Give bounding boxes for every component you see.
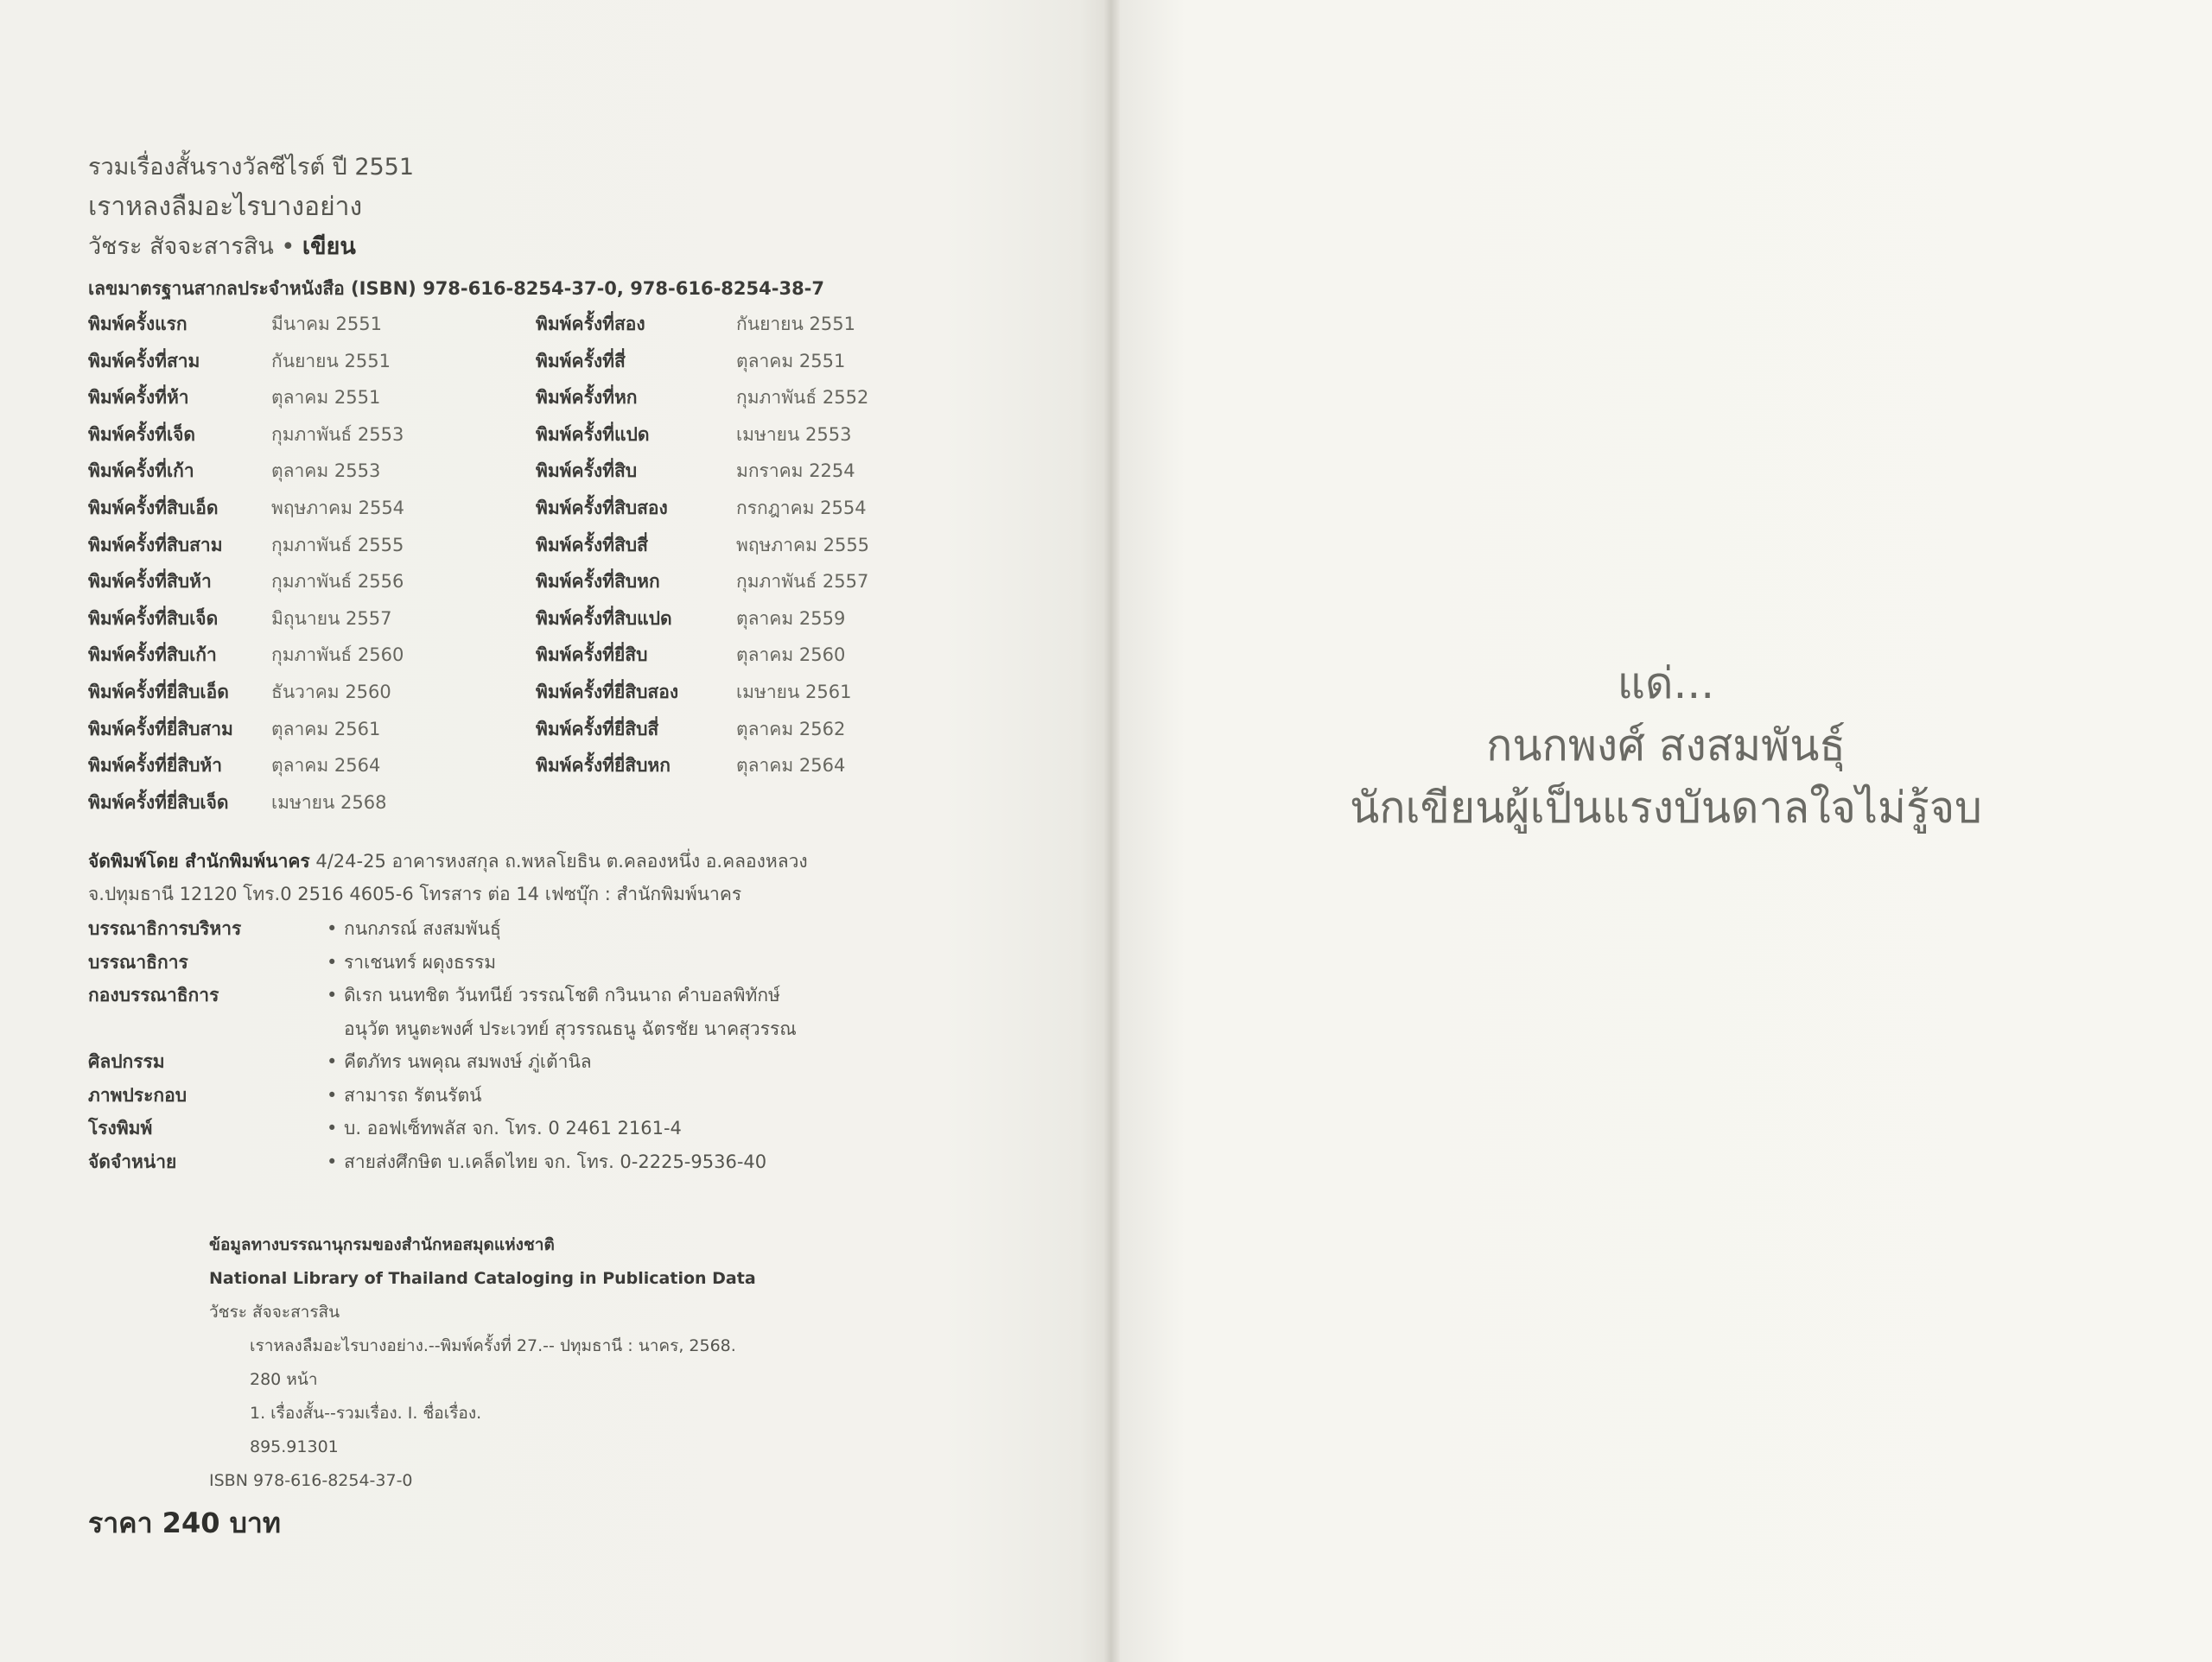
printing-date: ตุลาคม 2561	[271, 718, 381, 739]
publisher-address-1: 4/24-25 อาคารหงสกุล ถ.พหลโยธิน ต.คลองหนึ่ง อ.คลองหลวง	[309, 851, 808, 872]
printing-label: พิมพ์ครั้งที่ยี่สิบเจ็ด	[88, 791, 229, 813]
printing-date: ตุลาคม 2564	[271, 755, 381, 777]
bullet-icon: •	[327, 985, 338, 1006]
printing-date: ตุลาคม 2551	[271, 387, 381, 409]
printing-label: พิมพ์ครั้งที่สาม	[88, 350, 200, 371]
printing-label: พิมพ์ครั้งที่สิบสี่	[536, 534, 648, 555]
staff-name	[327, 1079, 983, 1113]
staff-role: บรรณาธิการบริหาร	[88, 918, 242, 940]
printing-label: พิมพ์ครั้งที่สิบ	[536, 460, 638, 482]
dedication-line-3: นักเขียนผู้เป็นแรงบันดาลใจไม่รู้จบ	[1350, 783, 1982, 833]
printing-date: ตุลาคม 2562	[736, 718, 846, 739]
printing-date: กุมภาพันธ์ 2560	[271, 644, 404, 666]
cip-entry: เราหลงลืมอะไรบางอย่าง.--พิมพ์ครั้งที่ 27.-- ปทุมธานี : นาคร, 2568.	[250, 1336, 736, 1355]
staff-name	[327, 946, 983, 980]
cip-author: วัชระ สัจจะสารสิน	[209, 1303, 340, 1322]
printing-label: พิมพ์ครั้งที่หก	[536, 387, 638, 409]
printing-label: พิมพ์ครั้งที่สิบสาม	[88, 534, 223, 555]
staff-name	[327, 1045, 983, 1079]
printing-label: พิมพ์ครั้งที่ห้า	[88, 387, 189, 409]
printing-date: กุมภาพันธ์ 2556	[271, 571, 404, 593]
publisher-block	[88, 845, 952, 910]
printing-label: พิมพ์ครั้งที่สิบเจ็ด	[88, 607, 219, 629]
printing-label: พิมพ์ครั้งที่สิบหก	[536, 571, 660, 593]
printing-date: ตุลาคม 2553	[271, 460, 381, 482]
printing-date: กันยายน 2551	[736, 314, 855, 334]
staff-name-text: บ. ออฟเซ็ทพลัส จก. โทร. 0 2461 2161-4	[344, 1118, 682, 1139]
dedication	[1120, 652, 2212, 839]
printing-date: เมษายน 2553	[736, 423, 852, 445]
staff-name-text: สายส่งศึกษิต บ.เคล็ดไทย จก. โทร. 0-2225-9536-40	[344, 1151, 767, 1172]
printing-label: พิมพ์ครั้งที่ยี่สิบ	[536, 644, 648, 666]
bullet-icon: •	[327, 951, 338, 973]
printing-label: พิมพ์ครั้งที่สิบสอง	[536, 497, 668, 518]
printing-date: กุมภาพันธ์ 2552	[736, 387, 869, 409]
printing-date: เมษายน 2568	[271, 791, 387, 813]
printing-label: พิมพ์ครั้งที่ยี่สิบห้า	[88, 755, 223, 777]
author-role: เขียน	[302, 233, 356, 260]
printing-date: กุมภาพันธ์ 2553	[271, 423, 404, 445]
printing-date: ธันวาคม 2560	[271, 681, 391, 702]
cip-block	[209, 1228, 900, 1498]
staff-role: ภาพประกอบ	[88, 1084, 188, 1106]
cip-heading-th: ข้อมูลทางบรรณานุกรมของสำนักหอสมุดแห่งชาติ	[209, 1235, 555, 1254]
printing-label: พิมพ์ครั้งที่สอง	[536, 314, 645, 334]
printing-date: ตุลาคม 2564	[736, 755, 846, 777]
printing-date: กุมภาพันธ์ 2555	[271, 534, 404, 555]
printing-label: พิมพ์ครั้งที่ยี่สิบสอง	[536, 681, 679, 702]
publisher-lead: จัดพิมพ์โดย สำนักพิมพ์นาคร	[88, 851, 310, 872]
printing-date: กรกฎาคม 2554	[736, 497, 867, 518]
author-line	[88, 228, 952, 266]
printing-date: เมษายน 2561	[736, 681, 852, 702]
staff-name	[327, 979, 983, 1045]
staff-role: กองบรรณาธิการ	[88, 985, 219, 1006]
publisher-address-2: จ.ปทุมธานี 12120 โทร.0 2516 4605-6 โทรสาร ต่อ 14 เฟซบุ๊ก : สำนักพิมพ์นาคร	[88, 884, 742, 905]
printing-label: พิมพ์ครั้งที่ยี่สิบสาม	[88, 718, 233, 739]
staff-name-text: คีตภัทร นพคุณ สมพงษ์ ภู่เต้านิล	[344, 1051, 592, 1073]
printing-label: พิมพ์ครั้งที่เก้า	[88, 460, 194, 482]
staff-name-text: สามารถ รัตนรัตน์	[344, 1084, 482, 1106]
author-name: วัชระ สัจจะสารสิน	[88, 233, 274, 260]
staff-role: จัดจำหน่าย	[88, 1151, 177, 1172]
staff-role: โรงพิมพ์	[88, 1118, 153, 1139]
printing-date: ตุลาคม 2551	[736, 350, 846, 371]
bullet-icon: •	[327, 1118, 338, 1139]
printing-label: พิมพ์ครั้งที่สิบห้า	[88, 571, 212, 593]
cip-heading-en: National Library of Thailand Cataloging in Publication Data	[209, 1269, 756, 1288]
bullet-icon: •	[327, 1084, 338, 1106]
printing-date: พฤษภาคม 2555	[736, 534, 870, 555]
dedication-line-1: แด่...	[1617, 658, 1715, 708]
printing-date: พฤษภาคม 2554	[271, 497, 405, 518]
printing-label: พิมพ์ครั้งที่ยี่สิบสี่	[536, 718, 659, 739]
staff-role: บรรณาธิการ	[88, 951, 188, 973]
printing-date: กุมภาพันธ์ 2557	[736, 571, 869, 593]
printing-date: มีนาคม 2551	[271, 314, 382, 334]
book-title: เราหลงลืมอะไรบางอย่าง	[88, 192, 363, 222]
printing-date: มิถุนายน 2557	[271, 607, 392, 629]
printing-label: พิมพ์ครั้งที่สี่	[536, 350, 626, 371]
author-separator: •	[273, 233, 302, 260]
bullet-icon: •	[327, 1151, 338, 1172]
cip-isbn: ISBN 978-616-8254-37-0	[209, 1471, 413, 1490]
series-title: รวมเรื่องสั้นรางวัลซีไรต์ ปี 2551	[88, 154, 415, 181]
staff-name	[327, 1112, 983, 1145]
bullet-icon: •	[327, 918, 338, 940]
printing-date: มกราคม 2254	[736, 460, 855, 482]
printing-history	[88, 306, 952, 821]
cip-classification: 895.91301	[250, 1437, 339, 1456]
printing-label: พิมพ์ครั้งแรก	[88, 314, 188, 334]
printing-label: พิมพ์ครั้งที่ยี่สิบเอ็ด	[88, 681, 229, 702]
bullet-icon: •	[327, 1051, 338, 1073]
book-spine	[1104, 0, 1120, 1662]
cip-pages: 280 หน้า	[250, 1370, 318, 1389]
isbn-line: เลขมาตรฐานสากลประจำหนังสือ (ISBN) 978-616-8254-37-0, 978-616-8254-38-7	[88, 278, 825, 299]
staff-credits	[88, 912, 952, 1178]
dedication-line-2: กนกพงศ์ สงสมพันธุ์	[1486, 720, 1846, 771]
printing-label: พิมพ์ครั้งที่สิบเก้า	[88, 644, 217, 666]
printing-date: กันยายน 2551	[271, 350, 391, 371]
cip-subjects: 1. เรื่องสั้น--รวมเรื่อง. I. ชื่อเรื่อง.	[250, 1404, 482, 1423]
staff-name-text: ดิเรก นนทชิต วันทนีย์ วรรณโชติ กวินนาถ คำบอลพิทักษ์	[344, 985, 780, 1006]
printing-label: พิมพ์ครั้งที่เจ็ด	[88, 423, 196, 445]
staff-name-continued: อนุวัต หนูตะพงศ์ ประเวทย์ สุวรรณธนู ฉัตรชัย นาคสุวรรณ	[344, 1018, 797, 1039]
printing-label: พิมพ์ครั้งที่แปด	[536, 423, 650, 445]
staff-role: ศิลปกรรม	[88, 1051, 165, 1073]
staff-name-text: กนกภรณ์ สงสมพันธุ์	[344, 918, 501, 940]
printing-label: พิมพ์ครั้งที่ยี่สิบหก	[536, 755, 671, 777]
printing-label: พิมพ์ครั้งที่สิบเอ็ด	[88, 497, 219, 518]
printing-label: พิมพ์ครั้งที่สิบแปด	[536, 607, 672, 629]
printing-date: ตุลาคม 2560	[736, 644, 846, 666]
colophon	[88, 149, 952, 1178]
staff-name	[327, 1145, 983, 1179]
printing-date: ตุลาคม 2559	[736, 607, 846, 629]
price: ราคา 240 บาท	[88, 1507, 281, 1539]
staff-name-text: ราเชนทร์ ผดุงธรรม	[344, 951, 497, 973]
staff-name	[327, 912, 983, 946]
